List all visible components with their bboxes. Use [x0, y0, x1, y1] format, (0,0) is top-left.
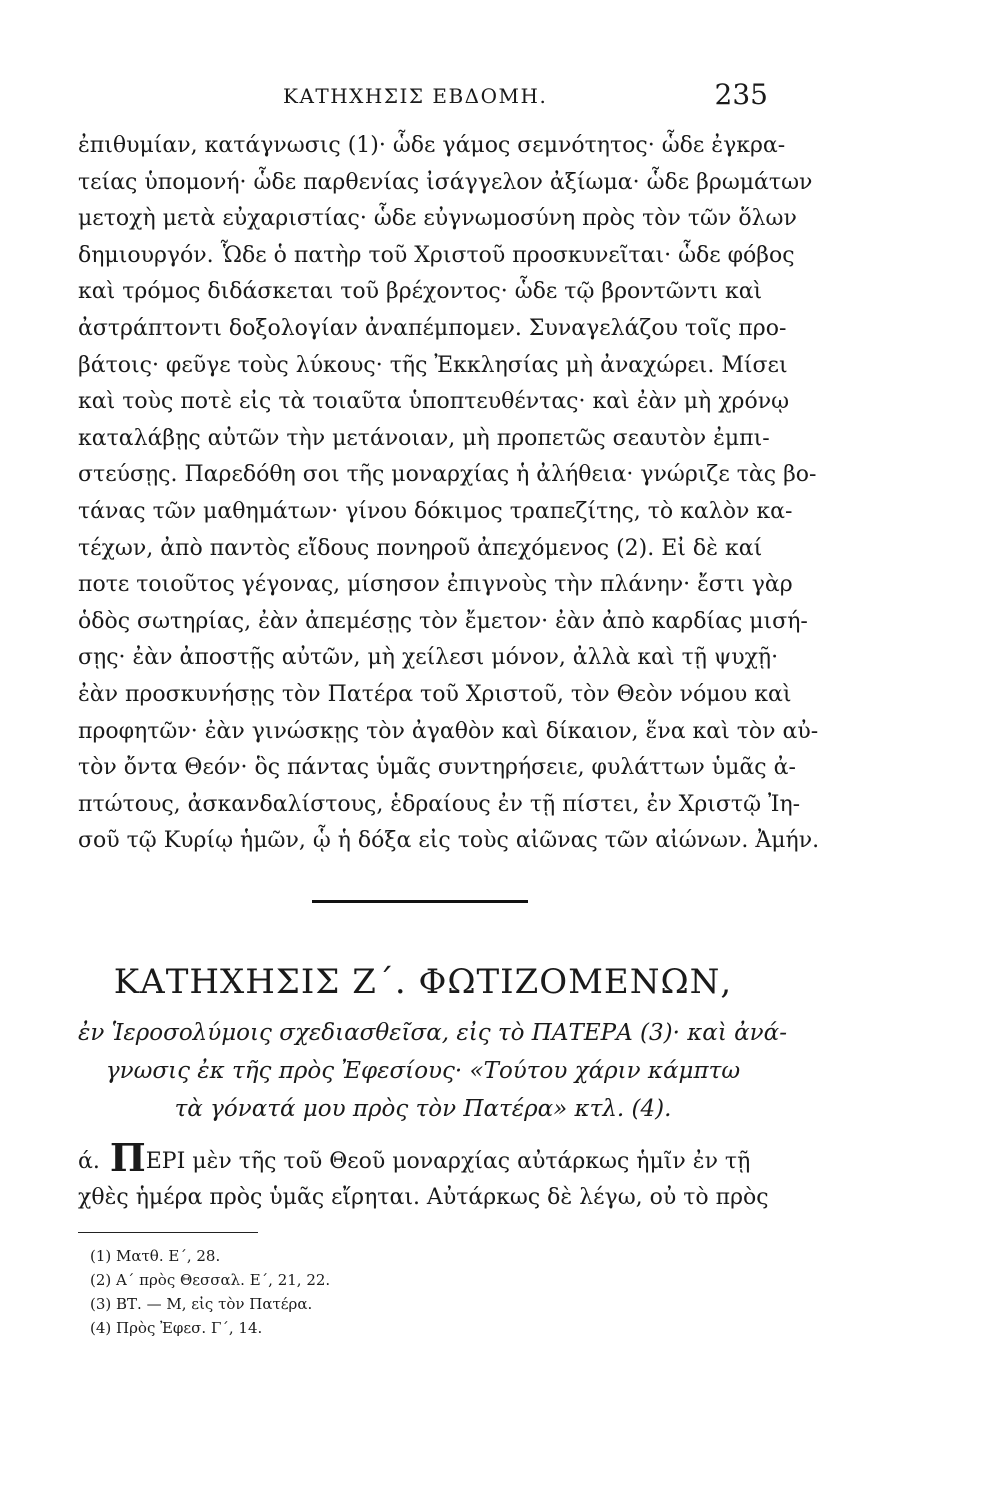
body-line: στεύσῃς. Παρεδόθη σοι τῆς μοναρχίας ἡ ἀλήθεια· γνώριζε τὰς βο-: [78, 462, 817, 488]
subtitle-line: γνωσις ἐκ τῆς πρὸς Ἐφεσίους· «Τούτου χάριν κάμπτω: [105, 1058, 741, 1084]
body-line: προφητῶν· ἐὰν γινώσκῃς τὸν ἀγαθὸν καὶ δίκαιον, ἕνα καὶ τὸν αὐ-: [78, 718, 819, 744]
running-title: ΚΑΤΗΧΗΣΙΣ ΕΒΔΟΜΗ.: [283, 84, 548, 108]
body-line: τὸν ὄντα Θεόν· ὃς πάντας ὑμᾶς συντηρήσειε, φυλάττων ὑμᾶς ἀ-: [78, 755, 796, 781]
body-line: τάνας τῶν μαθημάτων· γίνου δόκιμος τραπεζίτης, τὸ καλὸν κα-: [78, 498, 793, 524]
body-line: καταλάβῃς αὐτῶν τὴν μετάνοιαν, μὴ προπετῶς σεαυτὸν ἐμπι-: [78, 425, 770, 451]
body-line: τέχων, ἀπὸ παντὸς εἴδους πονηροῦ ἀπεχόμενος (2). Εἰ δὲ καί: [78, 535, 763, 561]
body-line: πτώτους, ἀσκανδαλίστους, ἑδραίους ἐν τῇ πίστει, ἐν Χριστῷ Ἰη-: [78, 791, 801, 817]
body-line: σοῦ τῷ Κυρίῳ ἡμῶν, ᾧ ἡ δόξα εἰς τοὺς αἰῶνας τῶν αἰώνων. Ἀμήν.: [78, 828, 820, 854]
section-title: ΚΑΤΗΧΗΣΙΣ Ζ΄. ΦΩΤΙΖΟΜΕΝΩΝ,: [113, 962, 733, 1002]
footnotes: [90, 1244, 590, 1340]
body-line: ποτε τοιοῦτος γέγονας, μίσησον ἐπιγνοὺς τὴν πλάνην· ἔστι γὰρ: [78, 572, 793, 598]
body-line: ἐπιθυμίαν, κατάγνωσις (1)· ὧδε γάμος σεμνότητος· ὧδε ἐγκρα-: [78, 133, 786, 158]
footnote: (2) Α΄ πρὸς Θεσσαλ. Ε΄, 21, 22.: [90, 1271, 331, 1289]
subtitle-line: τὰ γόνατά μου πρὸς τὸν Πατέρα» κτλ. (4).: [174, 1096, 672, 1122]
page-number: 235: [714, 78, 768, 111]
footnote-rule: [78, 1232, 258, 1233]
body-line: βάτοις· φεῦγε τοὺς λύκους· τῆς Ἐκκλησίας μὴ ἀναχώρει. Μίσει: [78, 352, 788, 378]
section-subtitle: [78, 1014, 787, 1128]
paragraph-number: ά.: [78, 1149, 100, 1174]
body-line: σῃς· ἐὰν ἀποστῇς αὐτῶν, μὴ χείλεσι μόνον, ἀλλὰ καὶ τῇ ψυχῇ·: [78, 645, 779, 671]
body-line: ὁδὸς σωτηρίας, ἐὰν ἀπεμέσῃς τὸν ἔμετον· ἐὰν ἀπὸ καρδίας μισή-: [78, 608, 808, 634]
running-header: [78, 78, 768, 118]
body-text: [78, 128, 820, 860]
footnote: (1) Ματθ. Ε΄, 28.: [90, 1247, 221, 1265]
paragraph-alpha: [78, 1135, 769, 1216]
footnote: (4) Πρὸς Ἐφεσ. Γ΄, 14.: [90, 1319, 263, 1337]
body-line: καὶ τοὺς ποτὲ εἰς τὰ τοιαῦτα ὑποπτευθέντας· καὶ ἐὰν μὴ χρόνῳ: [78, 389, 790, 415]
body-line: τείας ὑπομονή· ὧδε παρθενίας ἰσάγγελον ἀξίωμα· ὧδε βρωμάτων: [78, 169, 813, 195]
body-line: δημιουργόν. Ὧδε ὁ πατὴρ τοῦ Χριστοῦ προσκυνεῖται· ὧδε φόβος: [78, 242, 795, 268]
body-line: ἐὰν προσκυνήσῃς τὸν Πατέρα τοῦ Χριστοῦ, τὸν Θεὸν νόμου καὶ: [78, 681, 792, 707]
drop-initial: Π: [109, 1135, 146, 1180]
paragraph-line-text: χθὲς ἡμέρα πρὸς ὑμᾶς εἴρηται. Αὐτάρκως δὲ λέγω, οὐ τὸ πρὸς: [78, 1185, 769, 1210]
footnote: (3) ΒΤ. — Μ, εἰς τὸν Πατέρα.: [90, 1295, 313, 1313]
body-line: καὶ τρόμος διδάσκεται τοῦ βρέχοντος· ὧδε τῷ βροντῶντι καὶ: [78, 279, 763, 305]
paragraph-first-line: [78, 1135, 768, 1180]
paragraph-line-text: ΕΡΙ μὲν τῆς τοῦ Θεοῦ μοναρχίας αὐτάρκως ἡμῖν ἐν τῇ: [145, 1149, 751, 1174]
body-line: ἀστράπτοντι δοξολογίαν ἀναπέμπομεν. Συναγελάζου τοῖς προ-: [78, 315, 787, 341]
section-divider: [312, 900, 528, 903]
subtitle-line: ἐν Ἱεροσολύμοις σχεδιασθεῖσα, εἰς τὸ ΠΑΤΕΡΑ (3)· καὶ ἀνά-: [78, 1020, 787, 1046]
body-line: μετοχὴ μετὰ εὐχαριστίας· ὧδε εὐγνωμοσύνη πρὸς τὸν τῶν ὅλων: [78, 206, 797, 232]
